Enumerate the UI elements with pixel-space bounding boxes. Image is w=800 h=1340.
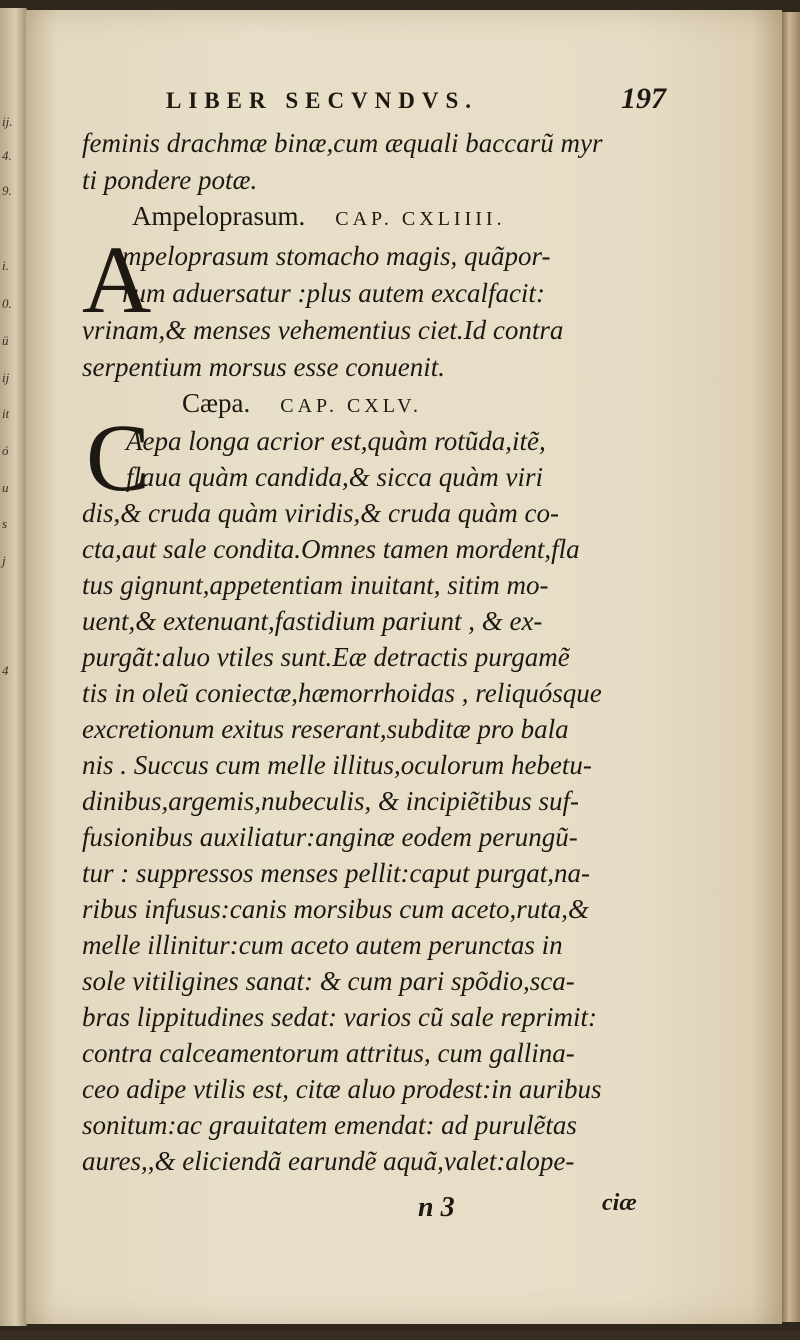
margin-mark: j (2, 553, 6, 568)
text-line: feminis drachmæ binæ,cum æquali baccarũ myr (82, 128, 603, 158)
margin-mark: 0. (2, 296, 12, 311)
chapter-title: Cæpa. (182, 388, 251, 418)
text-line: ribus infusus:canis morsibus cum aceto,ruta,& (82, 894, 590, 924)
text-line: flaua quàm candida,& sicca quàm viri (126, 462, 543, 492)
text-line: fusionibus auxiliatur:anginæ eodem perungũ- (82, 822, 578, 852)
text-line: nis . Succus cum melle illitus,oculorum hebetu- (82, 750, 592, 780)
text-line: vrinam,& menses vehementius ciet.Id contra (82, 315, 564, 345)
chapter-number: CAP. CXLV. (280, 395, 422, 417)
chapter-heading (182, 390, 422, 417)
margin-mark: 9. (2, 183, 12, 198)
text-block (82, 10, 642, 1340)
drop-capital: A (82, 226, 152, 333)
text-line: dis,& cruda quàm viridis,& cruda quàm co- (82, 498, 559, 528)
margin-mark: 4 (2, 663, 9, 678)
text-line: bras lippitudines sedat: varios cũ sale reprimit: (82, 1002, 597, 1032)
text-line: cta,aut sale condita.Omnes tamen mordent,fla (82, 534, 580, 564)
text-line: tus gignunt,appetentiam inuitant, sitim mo- (82, 570, 549, 600)
margin-mark: ij. (2, 114, 13, 129)
text-line: tis in oleũ coniectæ,hæmorrhoidas , reliquósque (82, 678, 602, 708)
text-line: Aepa longa acrior est,quàm rotũda,itẽ, (126, 426, 546, 456)
page-fore-edge (782, 12, 800, 1322)
text-line: dinibus,argemis,nubeculis, & incipiẽtibus suf- (82, 786, 579, 816)
margin-mark: s (2, 516, 8, 531)
text-line: ti pondere potæ. (82, 165, 258, 195)
text-line: ceo adipe vtilis est, citæ aluo prodest:in auribus (82, 1074, 602, 1104)
margin-mark: u (2, 480, 9, 495)
chapter-number: CAP. CXLIIII. (335, 208, 506, 230)
chapter-heading (132, 203, 506, 230)
running-title: LIBER SECVNDVS. (166, 88, 479, 113)
margin-mark: ü (2, 333, 9, 348)
margin-mark: it (2, 406, 10, 421)
text-line: mpeloprasum stomacho magis, quãpor- (122, 241, 551, 271)
text-line: tur : suppressos menses pellit:caput purgat,na- (82, 858, 590, 888)
text-line: excretionum exitus reserant,subditæ pro bala (82, 714, 569, 744)
text-line: uent,& extenuant,fastidium pariunt , & ex- (82, 606, 543, 636)
text-line: purgãt:aluo vtiles sunt.Eæ detractis purgamẽ (82, 642, 570, 672)
chapter-title: Ampeloprasum. (132, 201, 306, 231)
catchword: ciæ (602, 1190, 637, 1216)
margin-mark: ij (2, 370, 10, 385)
facing-page-edge (0, 8, 27, 1326)
margin-mark: ó (2, 443, 9, 458)
page-number: 197 (621, 82, 666, 115)
margin-mark: 4. (2, 148, 12, 163)
margin-mark: i. (2, 258, 9, 273)
text-line: contra calceamentorum attritus, cum gallina- (82, 1038, 575, 1068)
text-line: aures,,& eliciendã earundẽ aquã,valet:alope- (82, 1146, 575, 1176)
text-line: serpentium morsus esse conuenit. (82, 352, 445, 382)
text-line: rum aduersatur :plus autem excalfacit: (122, 278, 545, 308)
text-line: sonitum:ac grauitatem emendat: ad purulẽtas (82, 1110, 577, 1140)
signature-mark: n 3 (418, 1192, 455, 1223)
text-line: sole vitiligines sanat: & cum pari spõdio,sca- (82, 966, 575, 996)
drop-capital: C (86, 404, 151, 511)
book-page (26, 10, 782, 1324)
text-line: melle illinitur:cum aceto autem perunctas in (82, 930, 563, 960)
